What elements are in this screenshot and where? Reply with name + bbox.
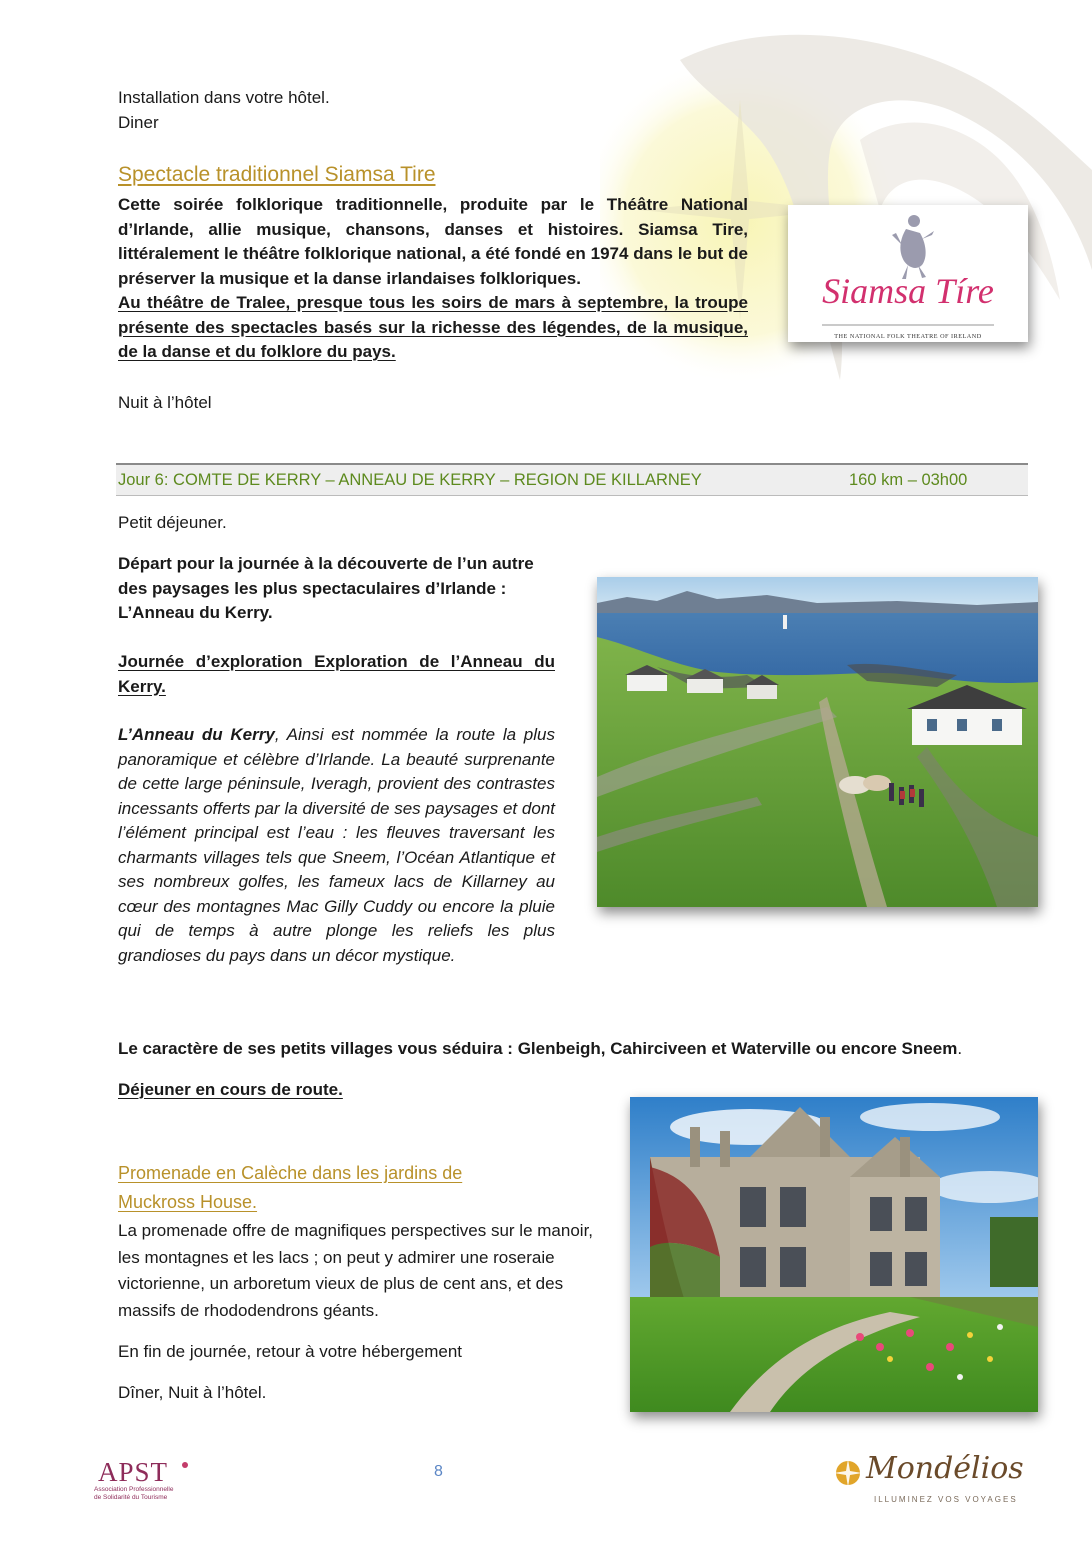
night-text: Nuit à l’hôtel	[118, 393, 212, 412]
breakfast-text: Petit déjeuner.	[118, 513, 227, 532]
installation-text: Installation dans votre hôtel.	[118, 88, 330, 107]
promenade-text: La promenade offre de magnifiques perspectives sur le manoir, les montagnes et les lacs ; on peut y admirer une roseraie victorienne, un arboretum vieux de plus de cent ans, et des massifs de rhododendrons géants.	[118, 1221, 594, 1320]
siamsa-description	[118, 193, 748, 365]
promenade-title	[118, 1159, 462, 1217]
lunch-text: Déjeuner en cours de route.	[118, 1080, 343, 1099]
mondelios-logo	[832, 1453, 1032, 1503]
ring-of-kerry-text: , Ainsi est nommée la route la plus panoramique et célèbre d’Irlande. La beauté surprenante de cette large péninsule, Iveragh, provient des contrastes incessants offerts par la diversité de ses paysages et dont l’élément principal est l’eau : les fleuves traversant les charmants villages tels que Sneem, l’Océan Atlantique et ses nombreux golfes, les fameux lacs de Killarney au cœur des montagnes Mac Gilly Cuddy ou encore la pluie qui de temps à autre plonge les reliefs les plus grandioses du pays dans un décor mystique.	[118, 725, 555, 965]
siamsa-logo-graphic	[788, 205, 1028, 342]
kerry-coast-graphic	[597, 577, 1038, 907]
promenade-title-line1: Promenade en Calèche dans les jardins de	[118, 1163, 463, 1183]
end-of-day-text: En fin de journée, retour à votre hébergement	[118, 1342, 462, 1361]
villages-end: .	[957, 1039, 963, 1058]
siamsa-logo-subtitle: THE NATIONAL FOLK THEATRE OF IRELAND	[834, 333, 982, 340]
page-number: 8	[434, 1463, 443, 1480]
villages-text: Le caractère de ses petits villages vous séduira : Glenbeigh, Cahirciveen et Waterville ou encore Sneem	[118, 1039, 958, 1058]
muckross-house-photo	[630, 1097, 1038, 1412]
ring-of-kerry-paragraph	[118, 723, 555, 968]
siamsa-para2: Au théâtre de Tralee, presque tous les soirs de mars à septembre, la troupe présente des spectacles basés sur la richesse des légendes, de la musique, de la danse et du folklore du pays.	[118, 293, 748, 361]
sun-compass-icon	[832, 1457, 864, 1489]
exploration-title: Journée d’exploration Exploration de l’Anneau du Kerry.	[118, 652, 555, 696]
apst-logo-text: APST	[98, 1457, 169, 1487]
muckross-house-graphic	[630, 1097, 1038, 1412]
apst-dot-icon	[182, 1462, 188, 1468]
mondelios-logo-text: Mondélios	[866, 1451, 1024, 1486]
siamsa-title: Spectacle traditionnel Siamsa Tire	[118, 163, 436, 186]
day6-title: Jour 6: COMTE DE KERRY – ANNEAU DE KERRY – REGION DE KILLARNEY	[118, 471, 702, 489]
apst-subtitle-1: Association Professionnelle	[94, 1486, 174, 1493]
dinner-text: Diner	[118, 112, 159, 132]
villages-paragraph	[118, 1037, 962, 1062]
siamsa-logo-image	[788, 205, 1028, 342]
day6-header-bar	[116, 463, 1028, 496]
ring-of-kerry-lead: L’Anneau du Kerry	[118, 725, 275, 744]
mondelios-tagline: ILLUMINEZ VOS VOYAGES	[874, 1495, 1018, 1504]
apst-subtitle-2: de Solidarité du Tourisme	[94, 1494, 168, 1501]
kerry-coast-photo	[597, 577, 1038, 907]
apst-logo	[94, 1457, 174, 1502]
departure-text: Départ pour la journée à la découverte de l’un autre des paysages les plus spectaculaires d’Irlande : L’Anneau du Kerry.	[118, 554, 534, 622]
siamsa-para1: Cette soirée folklorique traditionnelle, produite par le Théâtre National d’Irlande, allie musique, chansons, danses et histoires. Siamsa Tire, littéralement le théâtre folklorique national, a été fondé en 1974 dans le but de préserver la musique et la danse irlandaises folkloriques.	[118, 195, 748, 288]
dinner-night-text: Dîner, Nuit à l’hôtel.	[118, 1383, 267, 1402]
promenade-title-line2: Muckross House.	[118, 1192, 258, 1212]
day6-distance: 160 km – 03h00	[849, 471, 968, 489]
siamsa-logo-text: Siamsa Tíre	[822, 271, 994, 311]
intro-block	[118, 86, 330, 135]
